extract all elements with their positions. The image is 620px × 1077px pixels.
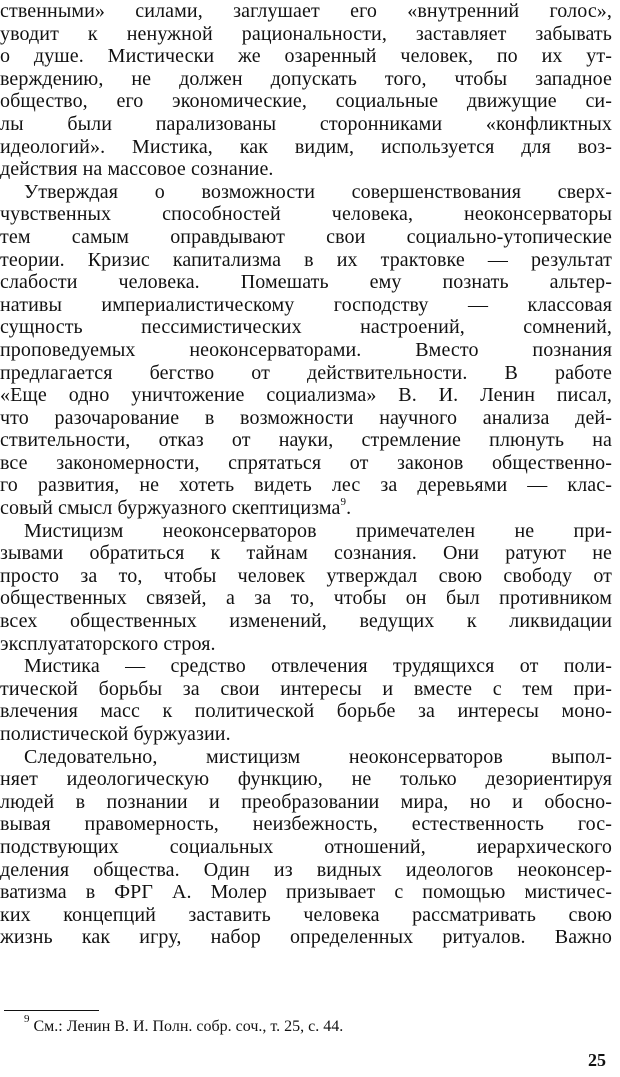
text-line	[0, 904, 612, 927]
text-line-content: ких концепций заставить человека рассматривать свою	[0, 903, 612, 926]
text-line	[0, 339, 612, 362]
text-line	[0, 836, 612, 859]
text-line	[0, 384, 612, 407]
text-line-content: нативы империалистическому господству — классовая	[0, 293, 612, 316]
text-line-content: все закономерности, спрятаться от законов общественно-	[0, 451, 612, 474]
text-line	[0, 678, 612, 701]
text-line	[0, 294, 612, 317]
text-line-content: Мистицизм неоконсерваторов примечателен не при-	[24, 519, 612, 542]
footnote-mark: 9	[24, 1013, 30, 1025]
text-line-content: лы были парализованы сторонниками «конфликтных	[0, 112, 612, 135]
text-line-content: действия на массовое сознание.	[0, 158, 274, 181]
text-line	[0, 633, 612, 656]
text-line	[0, 316, 612, 339]
text-line-content: людей в познании и преобразовании мира, но и обосно-	[0, 790, 612, 813]
text-line	[0, 249, 612, 272]
text-line-content: тической борьбы за свои интересы и вместе с тем при-	[0, 677, 612, 700]
footnote-rule	[4, 1010, 99, 1011]
text-line-content: что разочарование в возможности научного анализа дей-	[0, 406, 612, 429]
text-line	[0, 113, 612, 136]
text-line-content: няет идеологическую функцию, не только дезориентируя	[0, 768, 612, 791]
text-line	[0, 429, 612, 452]
text-line-content: эксплуататорского строя.	[0, 632, 216, 655]
text-line-content: ватизма в ФРГ А. Молер призывает с помощью мистичес-	[0, 881, 612, 904]
text-line	[0, 565, 612, 588]
text-line	[0, 497, 612, 520]
page-number: 25	[588, 1050, 606, 1070]
text-line-content: слабости человека. Помешать ему познать альтер-	[0, 271, 612, 294]
text-line-content: Следовательно, мистицизм неоконсерваторов выпол-	[24, 745, 612, 768]
text-line	[0, 723, 612, 746]
text-line-content: общество, его экономические, социальные движущие си-	[0, 90, 612, 113]
text-line	[0, 610, 612, 633]
text-line-content: вывая правомерность, неизбежность, естественность гос-	[0, 813, 612, 836]
text-line-content: предлагается бегство от действительности. В работе	[0, 361, 612, 384]
text-line-content: уводит к ненужной рациональности, заставляет забывать	[0, 22, 612, 45]
text-line	[0, 926, 612, 949]
text-line	[0, 542, 612, 565]
text-line-content: верждению, не должен допускать того, чтобы западное	[0, 67, 612, 90]
text-line-content: чувственных способностей человека, неоконсерваторы	[0, 203, 612, 226]
text-line-content: зывами обратиться к тайнам сознания. Они ратуют не	[0, 542, 612, 565]
text-line-content: сущность пессимистических настроений, сомнений,	[0, 316, 612, 339]
text-line	[0, 407, 612, 430]
text-line	[0, 203, 612, 226]
text-line-content: «Еще одно уничтожение социализма» В. И. Ленин писал,	[0, 384, 612, 407]
text-line-content: общественных связей, а за то, чтобы он был противником	[0, 587, 612, 610]
text-line-content: го развития, не хотеть видеть лес за деревьями — клас-	[0, 474, 612, 497]
text-line	[0, 45, 612, 68]
text-line	[0, 881, 612, 904]
text-line	[0, 226, 612, 249]
text-line	[0, 813, 612, 836]
text-line-content: тем самым оправдывают свои социально-утопические	[0, 225, 612, 248]
text-line	[0, 271, 612, 294]
text-line	[0, 90, 612, 113]
text-line-content: жизнь как игру, набор определенных ритуалов. Важно	[0, 926, 612, 949]
text-line-content: Утверждая о возможности совершенствования сверх-	[24, 180, 612, 203]
text-line-content: Мистика — средство отвлечения трудящихся от поли-	[24, 655, 612, 678]
text-line-content: о душе. Мистически же озаренный человек, по их ут-	[0, 45, 612, 68]
text-line	[0, 181, 612, 204]
text-line-content: ствительности, отказ от науки, стремление плюнуть на	[0, 429, 612, 452]
text-line	[0, 746, 612, 769]
text-line-content: совый смысл буржуазного скептицизма	[0, 497, 341, 520]
text-line	[0, 768, 612, 791]
text-line	[0, 474, 612, 497]
text-line	[0, 700, 612, 723]
text-line-content: всех общественных изменений, ведущих к ликвидации	[0, 610, 612, 633]
text-line-content: проповедуемых неоконсерваторами. Вместо познания	[0, 338, 612, 361]
text-line	[0, 0, 612, 23]
text-line	[0, 68, 612, 91]
text-line-content: полистической буржуазии.	[0, 723, 231, 745]
footnote	[24, 1013, 584, 1037]
text-line	[0, 520, 612, 543]
text-line	[0, 452, 612, 475]
text-line-content: подствующих социальных отношений, иерархического	[0, 835, 612, 858]
text-line-content: идеологий». Мистика, как видим, используется для воз-	[0, 135, 612, 158]
text-line-content: ственными» силами, заглушает его «внутренний голос»,	[0, 0, 612, 22]
text-line-content: просто за то, чтобы человек утверждал свою свободу от	[0, 564, 612, 587]
text-line-content: влечения масс к политической борьбе за интересы моно-	[0, 700, 612, 723]
text-line-content: деления общества. Один из видных идеологов неоконсер-	[0, 858, 612, 881]
text-line	[0, 859, 612, 882]
text-line	[0, 362, 612, 385]
footnote-reference: 9	[340, 496, 347, 509]
text-line-content: теории. Кризис капитализма в их трактовке — результат	[0, 248, 612, 271]
text-line	[0, 158, 612, 181]
text-line	[0, 655, 612, 678]
text-line	[0, 23, 612, 46]
footnote-text: См.: Ленин В. И. Полн. собр. соч., т. 25, с. 44.	[33, 1018, 344, 1035]
text-line	[0, 791, 612, 814]
text-line	[0, 136, 612, 159]
trailing-punctuation: .	[346, 497, 352, 520]
text-line	[0, 587, 612, 610]
